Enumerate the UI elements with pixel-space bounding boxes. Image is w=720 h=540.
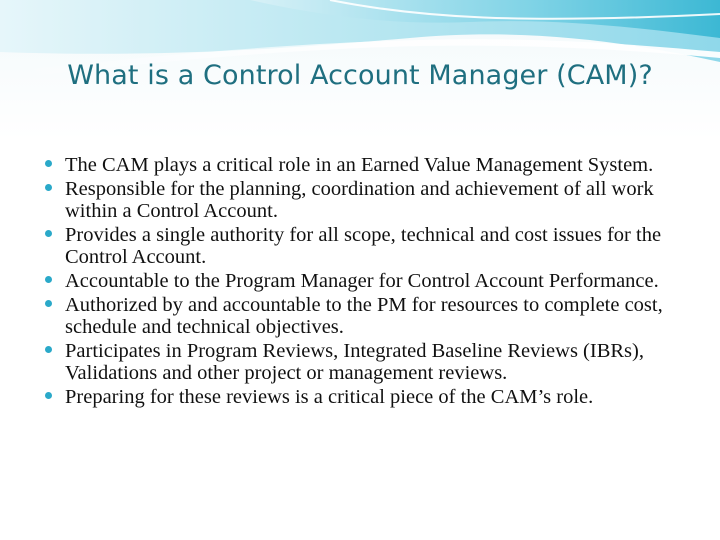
bullet-dot-icon (45, 346, 52, 353)
bullet-dot-icon (45, 300, 52, 307)
bullet-text: Accountable to the Program Manager for Control Account Performance. (65, 270, 659, 292)
bullet-text: The CAM plays a critical role in an Earned Value Management System. (65, 154, 654, 176)
bullet-item (43, 294, 693, 338)
bullet-dot-icon (45, 160, 52, 167)
bullet-item (43, 386, 693, 408)
bullet-item (43, 224, 693, 268)
bullet-item (43, 154, 693, 176)
bullet-dot-icon (45, 230, 52, 237)
bullet-text: Participates in Program Reviews, Integrated Baseline Reviews (IBRs), Validations and other project or management reviews. (65, 340, 644, 384)
slide-title: What is a Control Account Manager (CAM)? (67, 60, 653, 91)
bullet-list (43, 154, 693, 410)
bullet-dot-icon (45, 276, 52, 283)
bullet-text: Responsible for the planning, coordination and achievement of all work within a Control Account. (65, 178, 654, 222)
bullet-item (43, 340, 693, 384)
bullet-text: Preparing for these reviews is a critical piece of the CAM’s role. (65, 386, 594, 408)
bullet-text: Authorized by and accountable to the PM for resources to complete cost, schedule and technical objectives. (65, 294, 663, 338)
bullet-item (43, 178, 693, 222)
bullet-item (43, 270, 693, 292)
bullet-dot-icon (45, 392, 52, 399)
bullet-text: Provides a single authority for all scope, technical and cost issues for the Control Account. (65, 224, 662, 268)
bullet-dot-icon (45, 184, 52, 191)
